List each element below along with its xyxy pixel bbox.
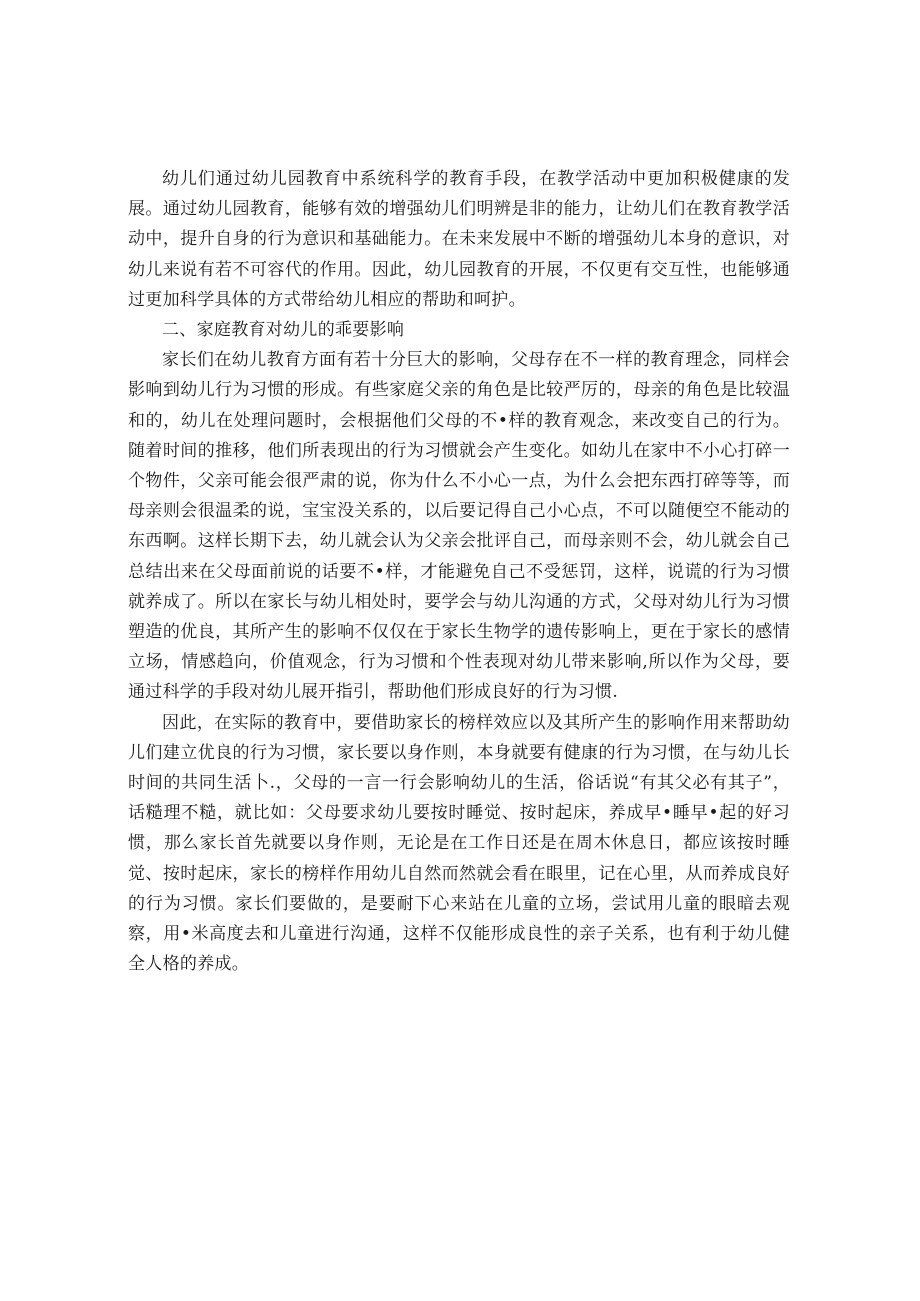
document-body: [128, 164, 790, 979]
paragraph-role-model: 因此，在实际的教育中，要借助家长的榜样效应以及其所产生的影响作用来帮助幼儿们建立优良的行为习惯，家长要以身作则，本身就要有健康的行为习惯，在与幼儿长时间的共同生活卜.，父母的一言一行会影响幼儿的生活，俗话说“有其父必有其子”，话糙理不糙，就比如：父母要求幼儿要按时睡觉、按时起床，养成早•睡早•起的好习惯，那么家长首先就要以身作则，无论是在工作日还是在周木休息日，都应该按时睡觉、按时起床，家长的榜样作用幼儿自然而然就会看在眼里，记在心里，从而养成良好的行为习惯。家长们要做的，是要耐下心来站在儿童的立场，尝试用儿童的眼暗去观察，用•米高度去和儿童进行沟通，这样不仅能形成良性的亲子关系，也有利于幼儿健全人格的养成。: [128, 712, 790, 975]
paragraph-kindergarten-education: 幼儿们通过幼儿园教育中系统科学的教育手段，在教学活动中更加积极健康的发展。通过幼儿园教育，能够有效的增强幼儿们明辨是非的能力，让幼儿们在教育教学活动中，提升自身的行为意识和基础能力。在未来发展中不断的增强幼儿本身的意识，对幼儿来说有若不可容代的作用。因此，幼儿园教育的开展，不仅更有交互性，也能够通过更加科学具体的方式带给幼儿相应的帮助和呵护。: [128, 169, 790, 310]
paragraph-parent-influence: 家长们在幼儿教育方面有若十分巨大的影响，父母存在不一样的教育理念，同样会影响到幼儿行为习惯的形成。有些家庭父亲的角色是比较严厉的，母亲的角色是比较温和的，幼儿在处理问题时，会根据他们父母的不•样的教育观念，来改变自己的行为。随着时间的推移，他们所表现出的行为习惯就会产生变化。如幼儿在家中不小心打碎一个物件，父亲可能会很严肃的说，你为什么不小心一点，为什么会把东西打碎等等，而母亲则会很温柔的说，宝宝没关系的，以后要记得自己小心点，不可以随便空不能动的东西啊。这样长期下去，幼儿就会认为父亲会批评自己，而母亲则不会，幼儿就会自己总结出来在父母面前说的话要不•样，才能避免自己不受惩罚，这样，说谎的行为习惯就养成了。所以在家长与幼儿相处时，要学会与幼儿沟通的方式，父母对幼儿行为习惯塑造的优良，其所产生的影响不仅仅在于家长生物学的遗传影响上，更在于家长的感情立场，情感趋向，价值观念，行为习惯和个性表现对幼儿带来影响,所以作为父母，要通过科学的手段对幼儿展开指引，帮助他们形成良好的行为习惯.: [128, 350, 790, 703]
section-heading-family-education: 二、家庭教育对幼儿的乖要影响: [162, 320, 405, 341]
